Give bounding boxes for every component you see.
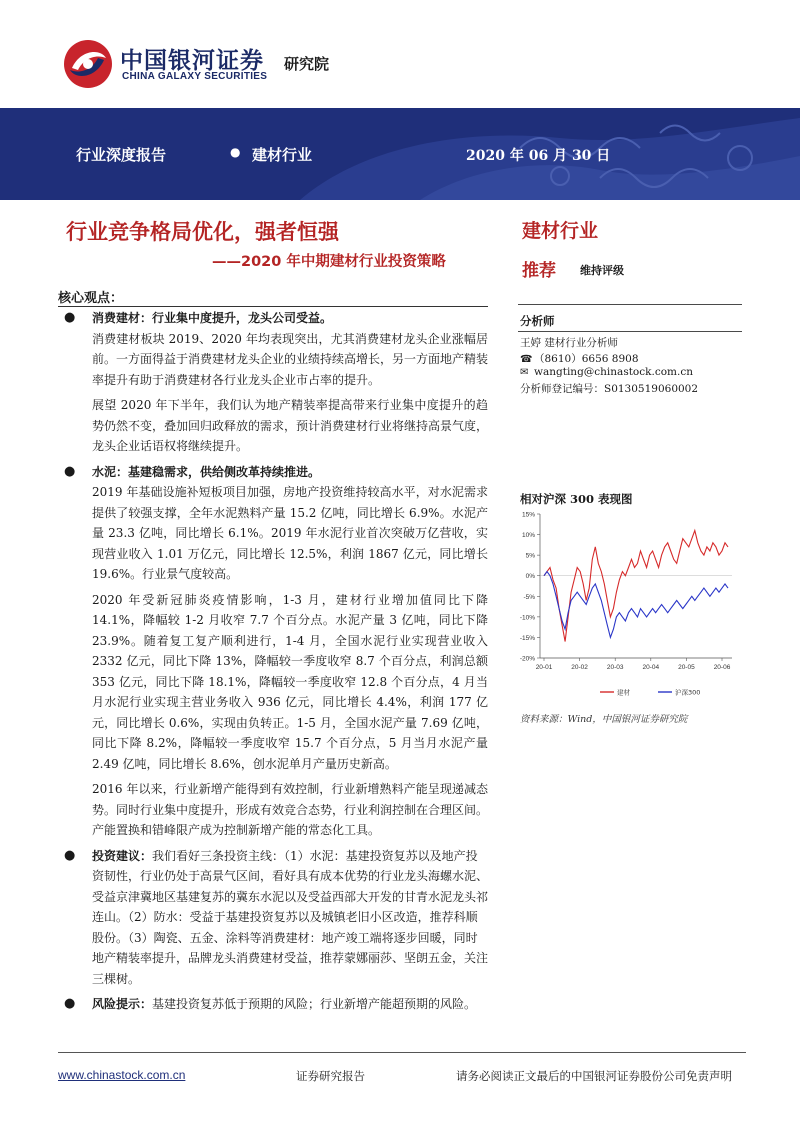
core-heading: 核心观点： — [58, 291, 124, 306]
bullet-dot: ● — [64, 847, 76, 863]
analyst-phone-row — [520, 351, 639, 366]
bullet-dot: ● — [64, 996, 76, 1011]
main-title: 行业竞争格局优化，强者恒强 — [66, 220, 339, 244]
paragraph: 消费建材板块 2019、2020 年均表现突出，尤其消费建材龙头企业涨幅居前。一方面得益于消费建材龙头企业的业绩持续高增长，另一方面地产精装率提升有助于消费建材各行业龙头企业市占率的提升。 — [92, 331, 489, 387]
x-tick-label: 20-03 — [606, 664, 624, 671]
chart-title: 相对沪深 300 表现图 — [520, 492, 633, 506]
analyst-license: 分析师登记编号：S0130519060002 — [520, 383, 699, 395]
y-tick-label: 5% — [525, 552, 535, 560]
legend-label: 沪深300 — [675, 688, 701, 697]
bullet-risk — [60, 994, 488, 1015]
brand-name-en: CHINA GALAXY SECURITIES — [122, 71, 268, 82]
phone-icon: ☎ — [520, 354, 533, 365]
analyst-email[interactable]: wangting@chinastock.com.cn — [534, 366, 693, 378]
y-tick-label: 0% — [525, 573, 535, 581]
sidebar-rating-note: 维持评级 — [580, 264, 624, 277]
x-tick-label: 20-01 — [535, 664, 553, 671]
bullet-title: 风险提示： — [92, 997, 153, 1011]
bullet-text: 我们看好三条投资主线：（1）水泥：基建投资复苏以及地产投资韧性，行业仍处于高景气区间，看好具有成本优势的行业龙头海螺水泥、受益京津冀地区基建复苏的冀东水泥以及受益西部大开发的甘青水泥龙头祁连山。（2）防水：受益于基建投资复苏以及城镇老旧小区改造，推荐科顺股份。（3）陶瓷、五金、涂料等消费建材：地产竣工端将逐步回暖，同时地产精装率提升，品牌龙头消费建材受益，推荐蒙娜丽莎、坚朗五金，关注三棵树。 — [92, 848, 489, 986]
brand-institute: 研究院 — [284, 55, 330, 73]
bullet-text: 基建投资复苏低于预期的风险；行业新增产能超预期的风险。 — [152, 997, 477, 1011]
bullet-title: 水泥：基建稳需求，供给侧改革持续推进。 — [92, 464, 321, 479]
analyst-email-row — [520, 366, 693, 378]
core-divider — [58, 306, 488, 307]
paragraph: 2020 年受新冠肺炎疫情影响，1-3 月，建材行业增加值同比下降 14.1%，降幅较 1-2 月收窄 7.7 个百分点。水泥产量 3 亿吨，同比下降 23.9%。随着复工复产顺利进行，1-4 月，全国水泥行业实现营业收入 2332 亿元，同比下降 13%，降幅较一季度收窄 8.7 个百分点，利润总额 353 亿元，同比下降 18.1%，降幅较一季度收窄 12.8 个百分点，4 月当月水泥行业实现主营业务收入 936 亿元，同比增长 4.4%，利润 177 亿元，同比增长 0.6%，实现由负转正。1-5 月，全国水泥产量 7.69 亿吨，同比下降 8.2%，降幅较一季度收窄 15.7 个百分点，5 月当月水泥产量 2.49 亿吨，同比增长 8.6%，创水泥单月产量历史新高。 — [92, 592, 488, 771]
relative-performance-chart — [516, 508, 742, 708]
analyst-section-title: 分析师 — [520, 314, 555, 328]
report-date: 2020 年 06 月 30 日 — [466, 148, 611, 164]
paragraph: 2016 年以来，行业新增产能得到有效控制，行业新增熟料产能呈现递减态势。同时行业集中度提升，形成有效竞合态势，行业利润控制在合理区间。产能置换和错峰限产成为控制新增产能的常态化工具。 — [92, 782, 489, 837]
footer-center: 证券研究报告 — [296, 1069, 365, 1083]
bullet-title: 投资建议： — [92, 848, 153, 863]
bullet-cement — [60, 462, 488, 483]
series-line — [544, 572, 728, 638]
x-tick-label: 20-02 — [571, 664, 588, 671]
legend-label: 建材 — [617, 688, 630, 697]
x-tick-label: 20-06 — [713, 664, 731, 671]
paragraph: 展望 2020 年下半年，我们认为地产精装率提高带来行业集中度提升的趋势仍然不变，叠加回归政释放的需求，预计消费建材行业将继持高景气度，龙头企业话语权将继续提升。 — [92, 398, 489, 453]
y-tick-label: -10% — [519, 614, 535, 622]
sidebar-divider — [518, 331, 742, 332]
core-content — [60, 308, 488, 1015]
header-banner — [0, 108, 800, 200]
sidebar-divider — [518, 304, 742, 305]
brand-name-cn: 中国银河证券 — [120, 48, 264, 74]
y-tick-label: -5% — [523, 593, 535, 601]
y-tick-label: 10% — [521, 532, 535, 540]
bullet-dot: ● — [64, 463, 76, 479]
bullet-investment-advice — [60, 846, 488, 990]
company-logo — [62, 38, 347, 90]
banner-bullet: ● — [230, 145, 241, 159]
y-tick-label: -20% — [519, 655, 535, 663]
chart-source: 资料来源：Wind，中国银河证券研究院 — [520, 714, 688, 725]
report-type: 行业深度报告 — [76, 146, 167, 164]
footer-disclaimer: 请务必阅读正文最后的中国银河证券股份公司免责声明 — [456, 1069, 732, 1083]
bullet-consumer-building — [60, 308, 488, 329]
analyst-name: 王婷 建材行业分析师 — [520, 337, 618, 349]
analyst-phone: （8610）6656 8908 — [534, 353, 639, 365]
banner-industry: 建材行业 — [252, 146, 313, 164]
series-line — [544, 531, 728, 642]
email-icon: ✉ — [520, 367, 529, 378]
bullet-dot: ● — [64, 310, 76, 325]
galaxy-logo-icon — [62, 38, 114, 90]
footer-divider — [58, 1052, 746, 1053]
y-tick-label: 15% — [521, 511, 535, 519]
x-tick-label: 20-04 — [642, 664, 660, 671]
footer-website-link[interactable]: www.chinastock.com.cn — [58, 1068, 186, 1082]
paragraph: 2019 年基础设施补短板项目加强，房地产投资维持较高水平，对水泥需求提供了较强支撑，全年水泥熟料产量 15.2 亿吨，同比增长 6.9%。水泥产量 23.3 亿吨，同比增长 6.1%。2019 年水泥行业首次突破万亿营收，实现营业收入 1.01 万亿元，同比增长 12.5%，利润 1867 亿元，同比增长 19.6%。行业景气度较高。 — [92, 485, 488, 581]
sub-title: ——2020 年中期建材行业投资策略 — [212, 254, 446, 270]
y-tick-label: -15% — [519, 634, 535, 642]
x-tick-label: 20-05 — [678, 664, 695, 671]
bullet-title: 消费建材：行业集中度提升，龙头公司受益。 — [92, 311, 333, 325]
sidebar-rating: 推荐 — [522, 261, 556, 281]
sidebar-industry: 建材行业 — [522, 220, 599, 242]
